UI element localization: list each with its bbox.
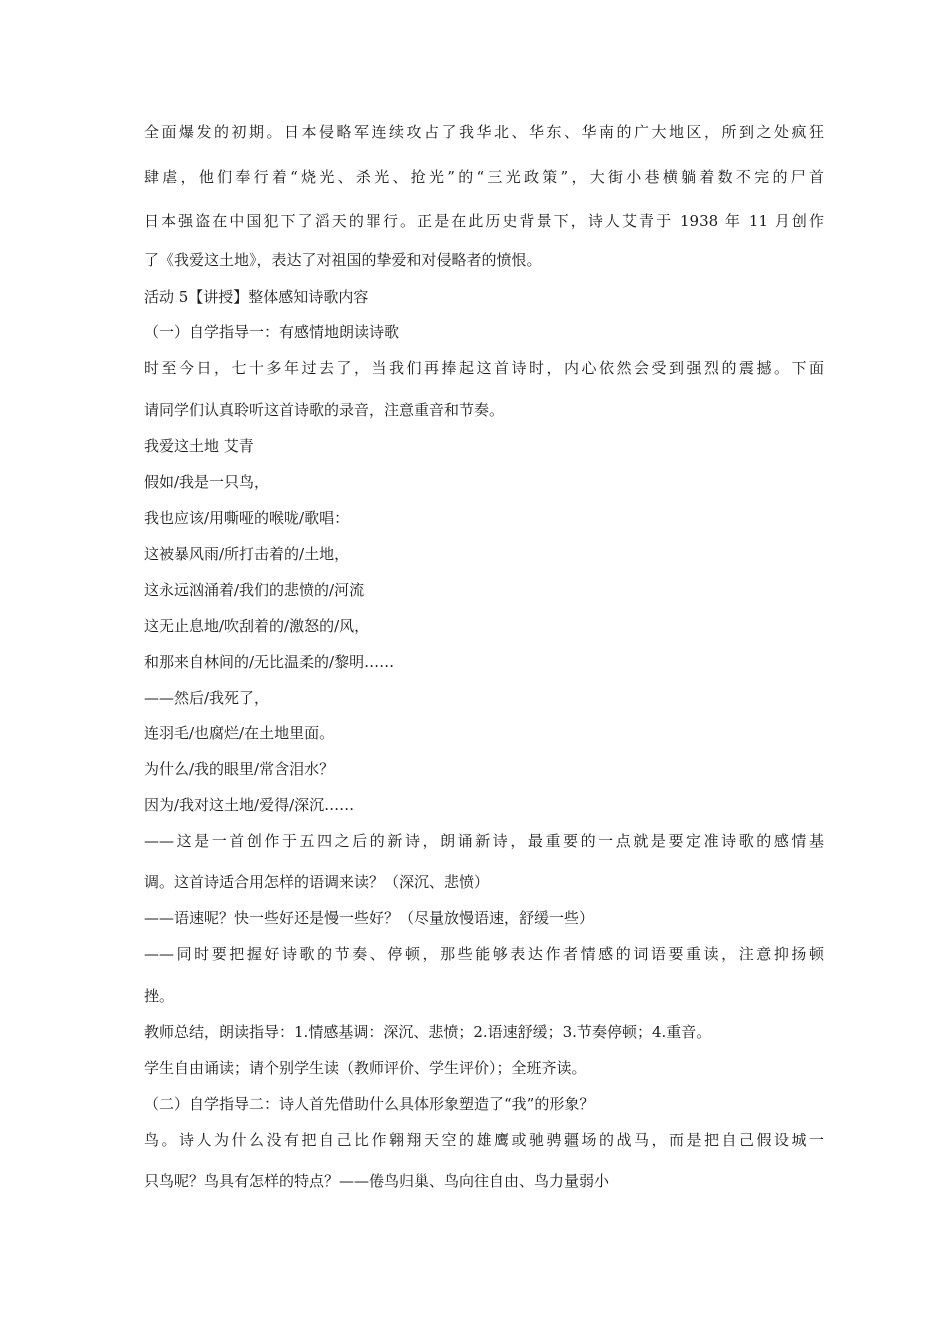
text-line: 请同学们认真聆听这首诗歌的录音，注意重音和节奏。: [144, 401, 505, 419]
poem-line: 连羽毛/也腐烂/在土地里面。: [144, 724, 335, 742]
poem-line: 这无止息地/吹刮着的/激怒的/风，: [144, 617, 370, 635]
text-line: 肆虐，他们奉行着“烧光、杀光、抢光”的“三光政策”，大街小巷横躺着数不完的尸首: [144, 168, 824, 186]
poem-line: 这永远汹涌着/我们的悲愤的/河流: [144, 581, 365, 599]
text-line: 日本强盗在中国犯下了滔天的罪行。正是在此历史背景下，诗人艾青于 1938 年 11 月创作: [144, 212, 824, 230]
text-line: 挫。: [144, 987, 175, 1005]
text-line: 时至今日，七十多年过去了，当我们再捧起这首诗时，内心依然会受到强烈的震撼。下面: [144, 359, 824, 377]
text-line: ——这是一首创作于五四之后的新诗，朗诵新诗，最重要的一点就是要定准诗歌的感情基: [144, 832, 824, 850]
text-line: 鸟。诗人为什么没有把自己比作翱翔天空的雄鹰或驰骋疆场的战马，而是把自己假设城一: [144, 1131, 824, 1149]
section-heading: 活动 5【讲授】整体感知诗歌内容: [144, 288, 369, 306]
poem-line: 我也应该/用嘶哑的喉咙/歌唱：: [144, 509, 350, 527]
subsection-heading: （一）自学指导一：有感情地朗读诗歌: [144, 323, 400, 341]
poem-line: 因为/我对这土地/爱得/深沉……: [144, 796, 355, 814]
text-line: 全面爆发的初期。日本侵略军连续攻占了我华北、华东、华南的广大地区，所到之处疯狂: [144, 123, 824, 141]
poem-line: 和那来自林间的/无比温柔的/黎明……: [144, 653, 395, 671]
poem-line: ——然后/我死了，: [144, 689, 270, 707]
poem-line: 这被暴风雨/所打击着的/土地，: [144, 545, 350, 563]
text-line: 只鸟呢？鸟具有怎样的特点？——倦鸟归巢、鸟向往自由、鸟力量弱小: [144, 1172, 610, 1190]
text-line: 学生自由诵读；请个别学生读（教师评价、学生评价）；全班齐读。: [144, 1059, 587, 1077]
text-line: 调。这首诗适合用怎样的语调来读？（深沉、悲愤）: [144, 873, 490, 891]
text-line: 了《我爱这土地》，表达了对祖国的挚爱和对侵略者的愤恨。: [144, 251, 542, 269]
text-line: ——语速呢？快一些好还是慢一些好？（尽量放慢语速，舒缓一些）: [144, 909, 595, 927]
text-line: 教师总结，朗读指导：1.情感基调：深沉、悲愤；2.语速舒缓；3.节奏停顿；4.重音。: [144, 1023, 712, 1041]
poem-line: 为什么/我的眼里/常含泪水？: [144, 760, 335, 778]
poem-title: 我爱这土地 艾青: [144, 437, 254, 455]
poem-line: 假如/我是一只鸟，: [144, 473, 270, 491]
subsection-heading: （二）自学指导二：诗人首先借助什么具体形象塑造了“我”的形象？: [144, 1095, 595, 1113]
text-line: ——同时要把握好诗歌的节奏、停顿，那些能够表达作者情感的词语要重读，注意抑扬顿: [144, 945, 824, 963]
